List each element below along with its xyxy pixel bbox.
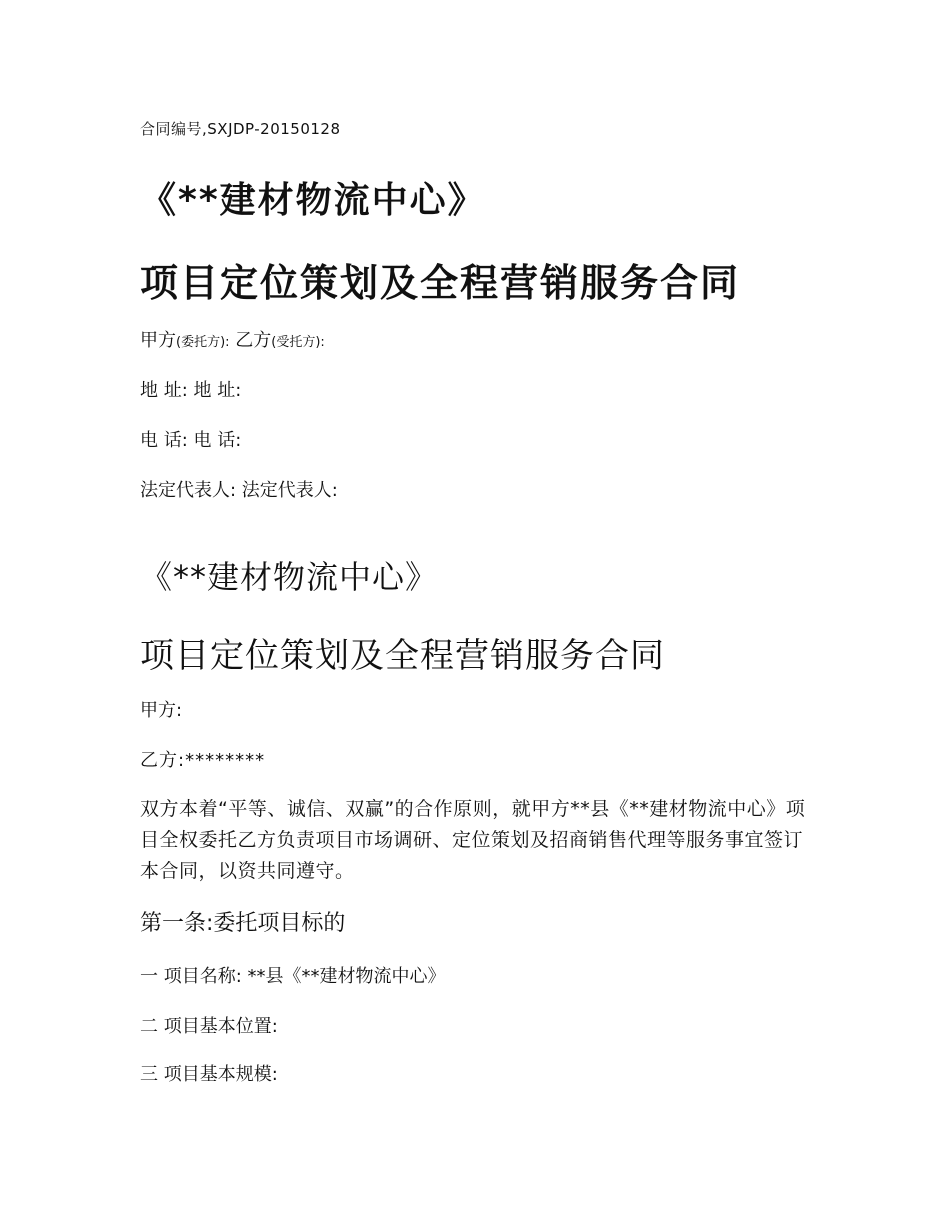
article-1-item-3: 三 项目基本规模: bbox=[140, 1064, 278, 1085]
cover-party-line bbox=[140, 326, 325, 352]
cover-address-line: 地 址: 地 址: bbox=[140, 380, 242, 401]
party-b-label: 乙方 bbox=[235, 330, 272, 351]
article-1-heading: 第一条:委托项目标的 bbox=[140, 911, 346, 936]
cover-representative-line: 法定代表人: 法定代表人: bbox=[140, 480, 338, 501]
article-1-item-1: 一 项目名称: **县《**建材物流中心》 bbox=[140, 966, 446, 987]
cover-title-line1: 《**建材物流中心》 bbox=[140, 180, 486, 221]
body-party-a: 甲方: bbox=[140, 700, 183, 721]
body-party-b: 乙方:******** bbox=[140, 750, 266, 771]
cover-phone-line: 电 话: 电 话: bbox=[140, 430, 242, 451]
body-title-line2: 项目定位策划及全程营销服务合同 bbox=[140, 636, 665, 676]
party-a-note: (委托方): bbox=[176, 335, 230, 350]
body-title-line1: 《**建材物流中心》 bbox=[140, 558, 439, 596]
intro-paragraph: 双方本着“平等、诚信、双赢”的合作原则，就甲方**县《**建材物流中心》项目全权委托乙方负责项目市场调研、定位策划及招商销售代理等服务事宜签订本合同，以资共同遵守。 bbox=[140, 798, 806, 882]
article-1-item-2: 二 项目基本位置: bbox=[140, 1016, 278, 1037]
party-a-label: 甲方 bbox=[140, 330, 176, 351]
cover-title-line2: 项目定位策划及全程营销服务合同 bbox=[140, 261, 741, 305]
party-b-note: (受托方): bbox=[271, 335, 325, 350]
contract-number: 合同编号,SXJDP-20150128 bbox=[140, 120, 341, 138]
